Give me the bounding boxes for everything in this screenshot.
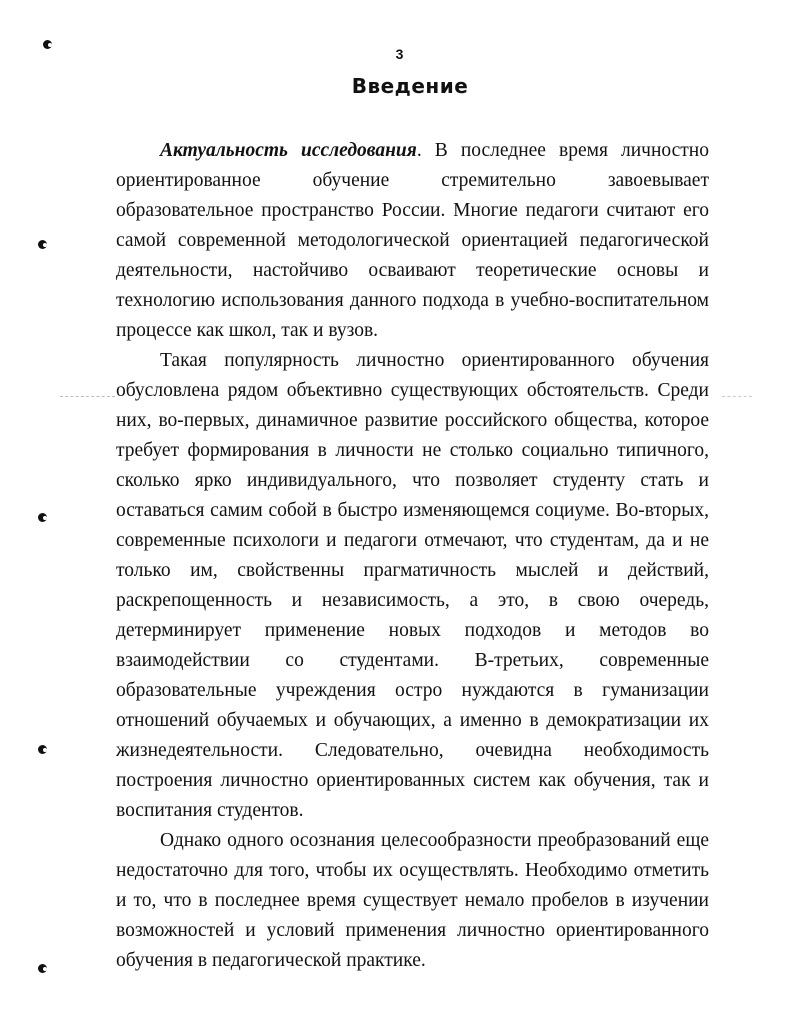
page-title: Введение: [351, 74, 469, 98]
page-number: 3: [395, 46, 404, 62]
paragraph-relevance: [116, 136, 709, 346]
document-body: [116, 136, 709, 976]
scan-artifact-line: [60, 396, 115, 397]
paragraph-gaps: Однако одного осознания целесообразности преобразований еще недостаточно для того, чтобы их осуществлять. Необходимо отметить и то, что в последнее время существует немало пробелов в изучении возможностей и условий применения личностно ориентированного обучения в педагогической практике.: [116, 830, 709, 971]
scan-artifact-line: [722, 396, 752, 397]
paragraph-text: . В последнее время личностно ориентированное обучение стремительно завоевывает образовательное пространство России. Многие педагоги считают его самой современной методологической ориентацией педагогической деятельности, настойчиво осваивают теоретические основы и технологию использования данного подхода в учебно-воспитательном процессе как школ, так и вузов.: [116, 140, 709, 341]
punch-hole-mark: [38, 964, 47, 973]
paragraph-popularity: Такая популярность личностно ориентированного обучения обусловлена рядом объективно существующих обстоятельств. Среди них, во-первых, динамичное развитие российского общества, которое требует формирования в личности не столько социально типичного, сколько ярко индивидуального, что позволяет студенту стать и оставаться самим собой в быстро изменяющемся социуме. Во-вторых, современные психологи и педагоги отмечают, что студентам, да и не только им, свойственны прагматичность мыслей и действий, раскрепощенность и независимость, а это, в свою очередь, детерминирует применение новых подходов и методов во взаимодействии со студентами. В-третьих, современные образовательные учреждения остро нуждаются в гуманизации отношений обучаемых и обучающих, а именно в демократизации их жизнедеятельности. Следовательно, очевидна необходимость построения личностно ориентированных систем как обучения, так и воспитания студентов.: [116, 350, 709, 821]
punch-hole-mark: [38, 745, 47, 754]
paragraph-lead: Актуальность исследования: [160, 140, 417, 161]
punch-hole-mark: [38, 513, 47, 522]
punch-hole-mark: [38, 240, 47, 249]
